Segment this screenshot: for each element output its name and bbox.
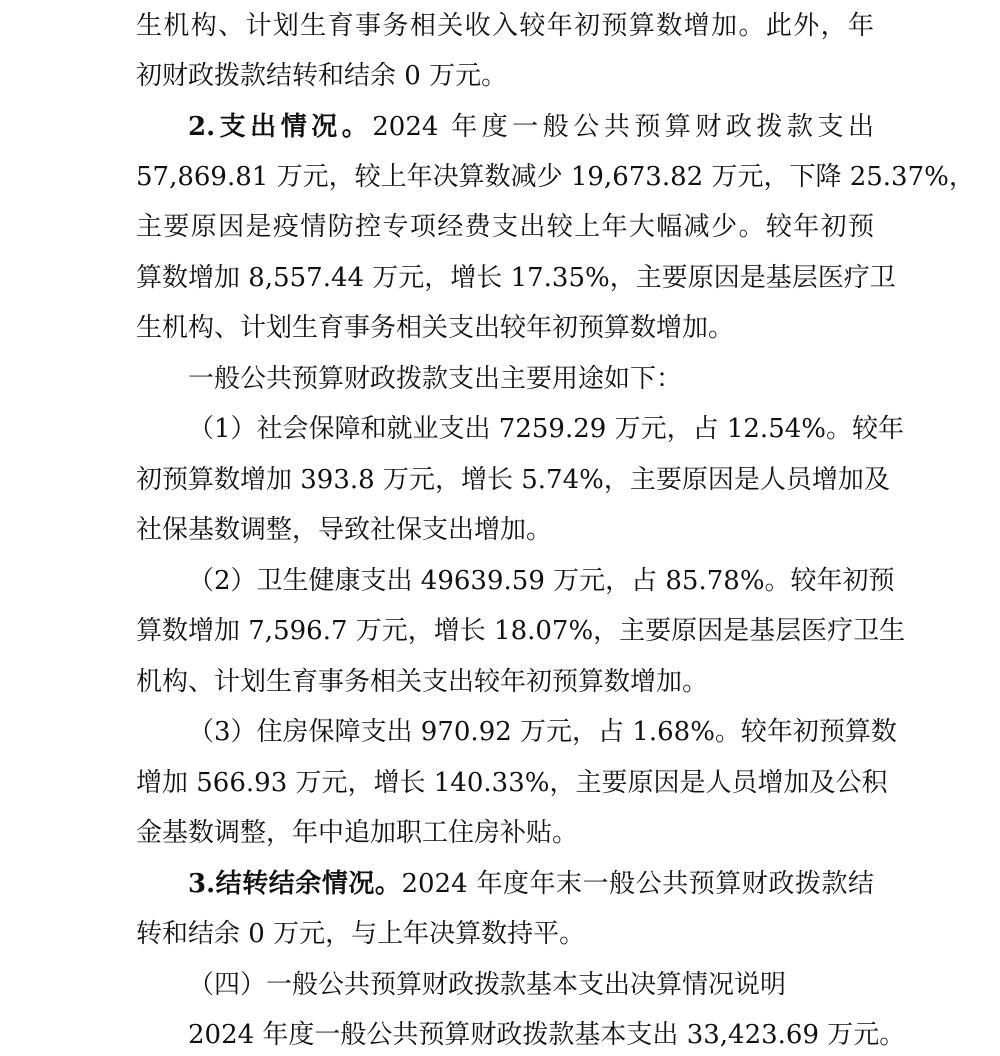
paragraph-line: 主要原因是疫情防控专项经费支出较上年大幅减少。较年初预 — [136, 212, 874, 242]
section-heading: 3.结转结余情况。 — [188, 869, 402, 899]
paragraph-line: 算数增加 8,557.44 万元，增长 17.35%，主要原因是基层医疗卫 — [136, 263, 896, 293]
paragraph-line: 生机构、计划生育事务相关支出较年初预算数增加。 — [136, 313, 735, 343]
paragraph-line: 初预算数增加 393.8 万元，增长 5.74%，主要原因是人员增加及 — [136, 465, 890, 495]
paragraph-text: 2024 年度一般公共预算财政拨款支出 — [372, 112, 874, 142]
paragraph-line: 2024 年度一般公共预算财政拨款基本支出 33,423.69 万元。 — [188, 1020, 906, 1050]
paragraph-line: 初财政拨款结转和结余 0 万元。 — [136, 61, 508, 91]
paragraph-line: 算数增加 7,596.7 万元，增长 18.07%，主要原因是基层医疗卫生 — [136, 616, 906, 646]
list-item-line: （2）卫生健康支出 49639.59 万元，占 85.78%。较年初预 — [188, 566, 895, 596]
paragraph-line: 金基数调整，年中追加职工住房补贴。 — [136, 818, 579, 848]
list-item-line: （1）社会保障和就业支出 7259.29 万元，占 12.54%。较年 — [188, 414, 904, 444]
paragraph-line: 生机构、计划生育事务相关收入较年初预算数增加。此外，年 — [136, 11, 874, 41]
paragraph-line: 转和结余 0 万元，与上年决算数持平。 — [136, 919, 586, 949]
paragraph-line: 57,869.81 万元，较上年决算数减少 19,673.82 万元，下降 25.37%， — [136, 162, 975, 192]
paragraph-text: 2024 年度年末一般公共预算财政拨款结 — [401, 869, 874, 899]
paragraph-line: 增加 566.93 万元，增长 140.33%，主要原因是人员增加及公积 — [136, 768, 888, 798]
list-item-line: （3）住房保障支出 970.92 万元，占 1.68%。较年初预算数 — [188, 717, 897, 747]
section-heading-line — [136, 864, 874, 904]
section-heading: 2.支出情况。 — [188, 112, 373, 142]
section-heading-line — [136, 107, 874, 147]
subsection-heading: （四）一般公共预算财政拨款基本支出决算情况说明 — [188, 970, 787, 1000]
paragraph-line: 一般公共预算财政拨款支出主要用途如下： — [188, 364, 683, 394]
paragraph-line: 社保基数调整，导致社保支出增加。 — [136, 515, 553, 545]
paragraph-line: 机构、计划生育事务相关支出较年初预算数增加。 — [136, 667, 709, 697]
